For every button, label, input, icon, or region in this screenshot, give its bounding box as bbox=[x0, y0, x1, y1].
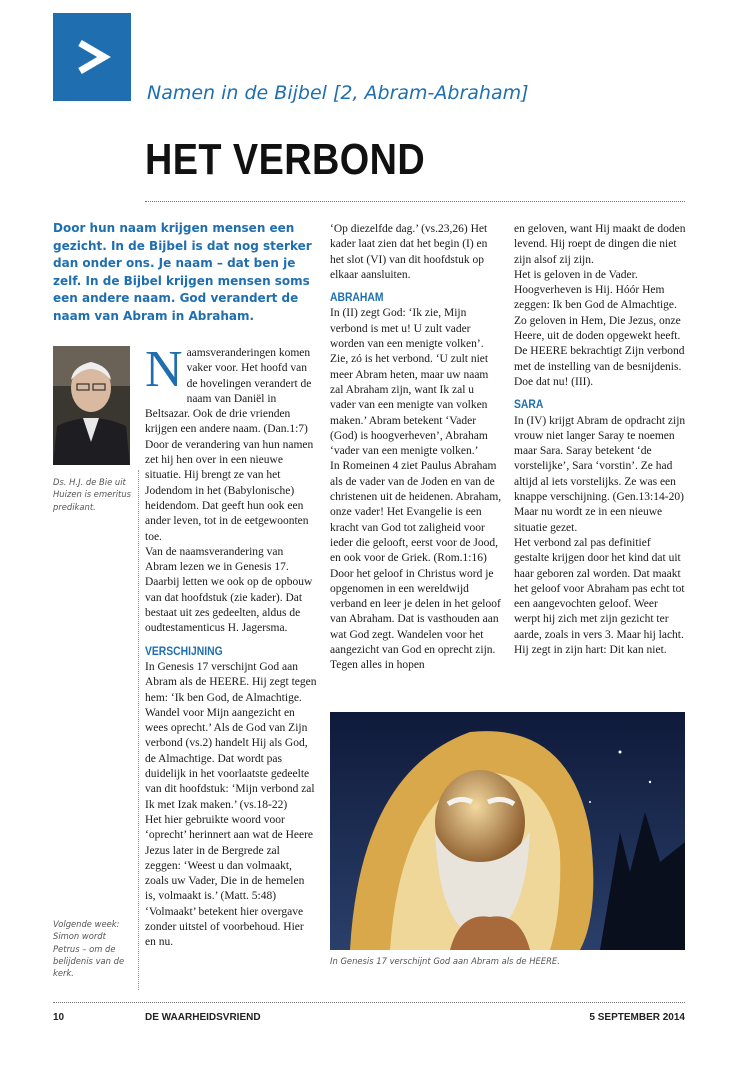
paragraph: In (IV) krijgt Abram de opdracht zijn vrouw niet langer Saray te noemen maar Sara. Saray betekent ‘de vorstelijke’, Sara ‘vorstin’. Ze had altijd al iets vorstelijks. Ze was een knappe verschijning. (Gen.13:14-20) Maar nu wordt ze in een nieuwe situatie gezet. bbox=[514, 414, 686, 534]
page-number: 10 bbox=[53, 1012, 65, 1023]
subheading-abraham: ABRAHAM bbox=[330, 292, 384, 305]
illustration-caption: In Genesis 17 verschijnt God aan Abram als de HEERE. bbox=[330, 956, 560, 966]
paragraph: In Romeinen 4 ziet Paulus Abraham als de vader van de Joden en van de christenen uit de heidenen. Abraham, onze vader! Het Evangelie is een kracht van God tot zaligheid voor ieder die gelooft, eerst voor de Jood, en ook voor de Griek. (Rom.1:16) bbox=[330, 460, 502, 565]
lead-text: aamsveranderingen komen vaker voor. Het hoofd van de hovelingen verandert de naam van Daniël in Beltsazar. Ook de drie vrienden krijgen een andere naam. (Dan.1:7) Door de verandering van hun namen zet hij hen over in een nieuwe situatie. Hij brengt ze van het Jodendom in het (Babylonische) heidendom. Dat geeft hun ook een ander leven, tot in de eetgewoonten toe. bbox=[145, 347, 314, 543]
issue-date: 5 SEPTEMBER 2014 bbox=[589, 1012, 685, 1023]
drop-cap: N bbox=[145, 341, 183, 398]
author-photo bbox=[53, 346, 130, 465]
article-column-2 bbox=[330, 222, 502, 674]
author-caption: Ds. H.J. de Bie uit Huizen is emeritus predikant. bbox=[53, 477, 131, 512]
paragraph: Het verbond zal pas definitief gestalte krijgen door het kind dat uit haar geboren zal worden. Dat maakt het geloof voor Abraham pas echt tot een aangevochten geloof. Weer werpt hij zich met zijn gezicht ter aarde, zoals in vers 3. Maar hij lacht. Hij zegt in zijn hart: Dit kan niet. bbox=[514, 536, 685, 657]
paragraph: ‘Op diezelfde dag.’ (vs.23,26) Het kader laat zien dat het begin (I) en het slot (VI) van dit hoofdstuk op elkaar aansluiten. bbox=[330, 223, 488, 281]
series-kicker: Namen in de Bijbel [2, Abram-Abraham] bbox=[147, 82, 529, 104]
article-title: HET VERBOND bbox=[145, 135, 426, 184]
abram-illustration bbox=[330, 712, 685, 950]
paragraph: De HEERE bekrachtigt Zijn verbond met de instelling van de besnijdenis. Doe dat nu! (III). bbox=[514, 345, 685, 388]
paragraph: Van de naamsverandering van Abram lezen we in Genesis 17. Daarbij letten we ook op de opbouw van dat hoofdstuk (zie kader). Dat bestaat uit zes gedeelten, aldus de oudtestamenticus H. Jagersma. bbox=[145, 545, 313, 635]
column-1-lead-paragraph bbox=[145, 341, 317, 545]
subheading-sara: SARA bbox=[514, 399, 544, 412]
chevron-right-icon bbox=[72, 37, 112, 77]
next-week-caption: Volgende week: Simon wordt Petrus – om de belijdenis van de kerk. bbox=[53, 919, 125, 979]
paragraph: In Genesis 17 verschijnt God aan Abram als de HEERE. Hij zegt tegen hem: ‘Ik ben God, de Almachtige. Wandel voor Mijn aangezicht en wees oprecht.’ Als de God van Zijn verbond (vs.2) handelt Hij als God, de Almachtige. Dat wordt pas duidelijk in het voorlaatste gedeelte van dit hoofdstuk: ‘Mijn verbond zal Ik met Izak maken.’ (vs.18-22) bbox=[145, 660, 317, 811]
paragraph: Door het geloof in Christus word je opgenomen in een wereldwijd verband en leer je delen in het geloof van Abraham. Dat is vasthouden aan wat God zegt. Wandelen voor het aangezicht van God en oprecht zijn. Tegen alles in hopen bbox=[330, 567, 501, 672]
paragraph: In (II) zegt God: ‘Ik zie, Mijn verbond is met u! U zult vader worden van een menigte volken’. Zie, zó is het verbond. ‘U zult niet meer Abram heten, maar uw naam zal Abraham zijn, want Ik zal u vader van een menigte van volken maken.’ Abram betekent ‘Vader (God) is hoogverheven’, Abraham ‘vader van een menigte volken.’ bbox=[330, 307, 489, 458]
footer-divider bbox=[53, 1002, 685, 1003]
column-rule bbox=[138, 470, 139, 990]
paragraph: Het is geloven in de Vader. Hoogverheven is Hij. Hóór Hem zeggen: Ik ben God de Almachtige. Zo geloven in Hem, Die Jezus, onze Heere, uit de doden opgewekt heeft. bbox=[514, 268, 681, 343]
paragraph: Het hier gebruikte woord voor ‘oprecht’ herinnert aan wat de Heere Jezus later in de Bergrede zal zeggen: ‘Weest u dan volmaakt, zoals uw Vader, Die in de hemelen is, volmaakt is.’ (Matt. 5:48) ‘Volmaakt’ betekent hier overgave zonder uitstel of voorbehoud. Hier en nu. bbox=[145, 813, 314, 949]
paragraph: en geloven, want Hij maakt de doden levend. Hij roept de dingen die niet zijn alsof zij zijn. bbox=[514, 223, 686, 266]
article-column-1 bbox=[145, 341, 317, 951]
subheading-verschijning: VERSCHIJNING bbox=[145, 645, 223, 658]
article-column-3 bbox=[514, 222, 686, 658]
section-badge bbox=[53, 13, 131, 101]
publication-name: DE WAARHEIDSVRIEND bbox=[145, 1012, 261, 1023]
article-intro: Door hun naam krijgen mensen een gezicht. In de Bijbel is dat nog sterker dan onder ons. Je naam – dat ben je zelf. In de Bijbel krijgen mensen soms een andere naam. God verandert de naam van Abram in Abraham. bbox=[53, 221, 312, 323]
header-divider bbox=[145, 201, 685, 202]
